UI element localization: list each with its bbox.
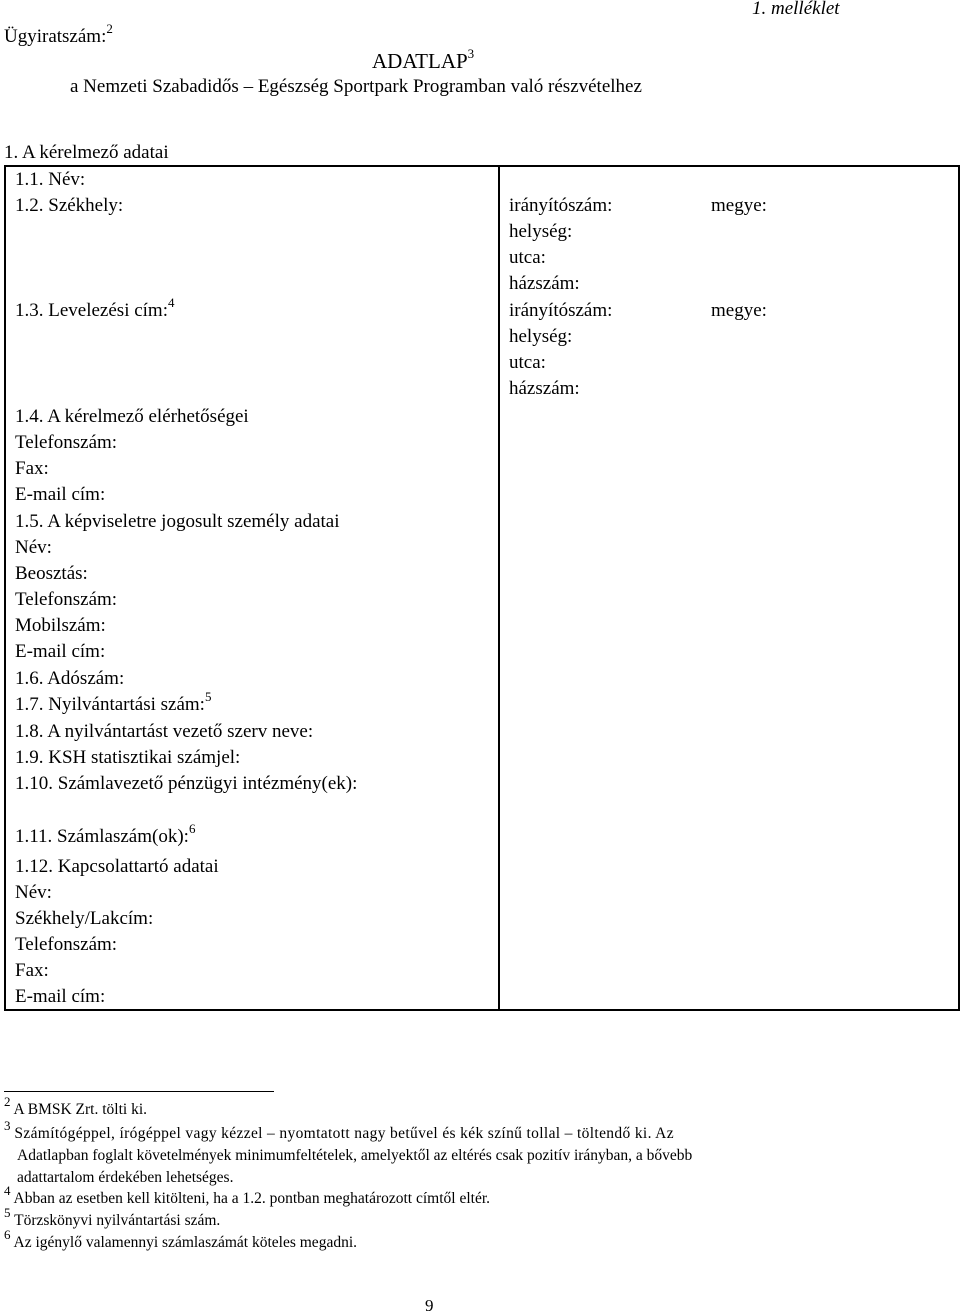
seat-county: megye:: [711, 195, 767, 216]
postal-city: helység:: [509, 326, 573, 347]
contact-fax: Fax:: [15, 960, 49, 981]
page-title-sup: 3: [467, 46, 475, 61]
footnote-6-text: Az igénylő valamennyi számlaszámát köteles megadni.: [13, 1234, 357, 1251]
footnote-4-num: 4: [4, 1182, 11, 1198]
registry-number-text: 1.7. Nyilvántartási szám:: [15, 694, 205, 715]
case-number-text: Ügyiratszám:: [4, 26, 107, 47]
footnote-separator: [4, 1091, 274, 1092]
case-number-sup: 2: [106, 20, 113, 36]
page-subtitle: a Nemzeti Szabadidős – Egészség Sportpark Programban való részvételhez: [70, 76, 642, 97]
page-title-text: ADATLAP: [372, 49, 468, 73]
case-number-label: [4, 20, 113, 48]
contacts-heading: 1.4. A kérelmező elérhetőségei: [15, 406, 249, 427]
rep-mobile: Mobilszám:: [15, 615, 106, 636]
footnote-2-num: 2: [4, 1093, 11, 1109]
rep-phone: Telefonszám:: [15, 589, 118, 610]
page-number: 9: [425, 1296, 434, 1315]
field-name: 1.1. Név:: [15, 169, 86, 190]
seat-city: helység:: [509, 221, 573, 242]
registry-number-sup: 5: [204, 688, 212, 704]
table-column-divider: [498, 165, 500, 1010]
footnote-3-num: 3: [4, 1117, 11, 1133]
contacts-email: E-mail cím:: [15, 484, 106, 505]
page-title: [372, 46, 475, 74]
tax-number: 1.6. Adószám:: [15, 668, 125, 689]
contacts-phone: Telefonszám:: [15, 432, 118, 453]
table-top-border: [4, 165, 960, 167]
seat-postcode: irányítószám:: [509, 195, 613, 216]
registry-authority: 1.8. A nyilvántartást vezető szerv neve:: [15, 721, 314, 742]
footnote-5: [4, 1204, 221, 1232]
footnote-5-text: Törzskönyvi nyilvántartási szám.: [14, 1212, 221, 1229]
field-postal-address-text: 1.3. Levelezési cím:: [15, 300, 168, 321]
rep-name: Név:: [15, 537, 52, 558]
footnote-2-text: A BMSK Zrt. tölti ki.: [13, 1101, 148, 1118]
rep-email: E-mail cím:: [15, 641, 106, 662]
footnote-3-line1: [4, 1117, 674, 1145]
postal-postcode: irányítószám:: [509, 300, 613, 321]
contact-email: E-mail cím:: [15, 986, 106, 1007]
field-postal-address: [15, 294, 175, 324]
footnote-5-num: 5: [4, 1204, 11, 1220]
footnote-3-text-1: Számítógéppel, írógéppel vagy kézzel – nyomtatott nagy betűvel és kék színű tollal – töltendő ki. Az: [14, 1125, 674, 1142]
footnote-6: [4, 1226, 357, 1254]
field-postal-address-sup: 4: [168, 294, 175, 310]
footnote-4-text: Abban az esetben kell kitölteni, ha a 1.2. pontban meghatározott címtől eltér.: [13, 1190, 491, 1207]
postal-county: megye:: [711, 300, 767, 321]
section-heading: 1. A kérelmező adatai: [4, 142, 169, 163]
postal-street: utca:: [509, 352, 546, 373]
table-right-border: [958, 165, 960, 1010]
footnote-3-line2: Adatlapban foglalt követelmények minimumfeltételek, amelyektől az eltérés csak pozitív irányban, a bővebb: [17, 1147, 693, 1164]
annex-label: 1. melléklet: [752, 0, 840, 19]
footnote-6-num: 6: [4, 1226, 11, 1242]
rep-position: Beosztás:: [15, 563, 88, 584]
rep-heading: 1.5. A képviseletre jogosult személy adatai: [15, 511, 340, 532]
ksh-code: 1.9. KSH statisztikai számjel:: [15, 747, 241, 768]
postal-house-number: házszám:: [509, 378, 580, 399]
contact-address: Székhely/Lakcím:: [15, 908, 154, 929]
table-left-border: [4, 165, 6, 1010]
registry-number: [15, 688, 212, 718]
contact-name: Név:: [15, 882, 52, 903]
account-numbers: [15, 820, 196, 850]
bank: 1.10. Számlavezető pénzügyi intézmény(ek):: [15, 773, 358, 794]
contacts-fax: Fax:: [15, 458, 49, 479]
contact-heading: 1.12. Kapcsolattartó adatai: [15, 856, 219, 877]
seat-street: utca:: [509, 247, 546, 268]
table-bottom-border: [4, 1009, 960, 1011]
footnote-2: [4, 1093, 148, 1121]
account-numbers-text: 1.11. Számlaszám(ok):: [15, 826, 189, 847]
footnote-4: [4, 1182, 491, 1210]
contact-phone: Telefonszám:: [15, 934, 118, 955]
field-seat: 1.2. Székhely:: [15, 195, 124, 216]
account-numbers-sup: 6: [188, 820, 196, 836]
footnote-3-line3: adattartalom érdekében lehetséges.: [17, 1169, 234, 1186]
seat-house-number: házszám:: [509, 273, 580, 294]
